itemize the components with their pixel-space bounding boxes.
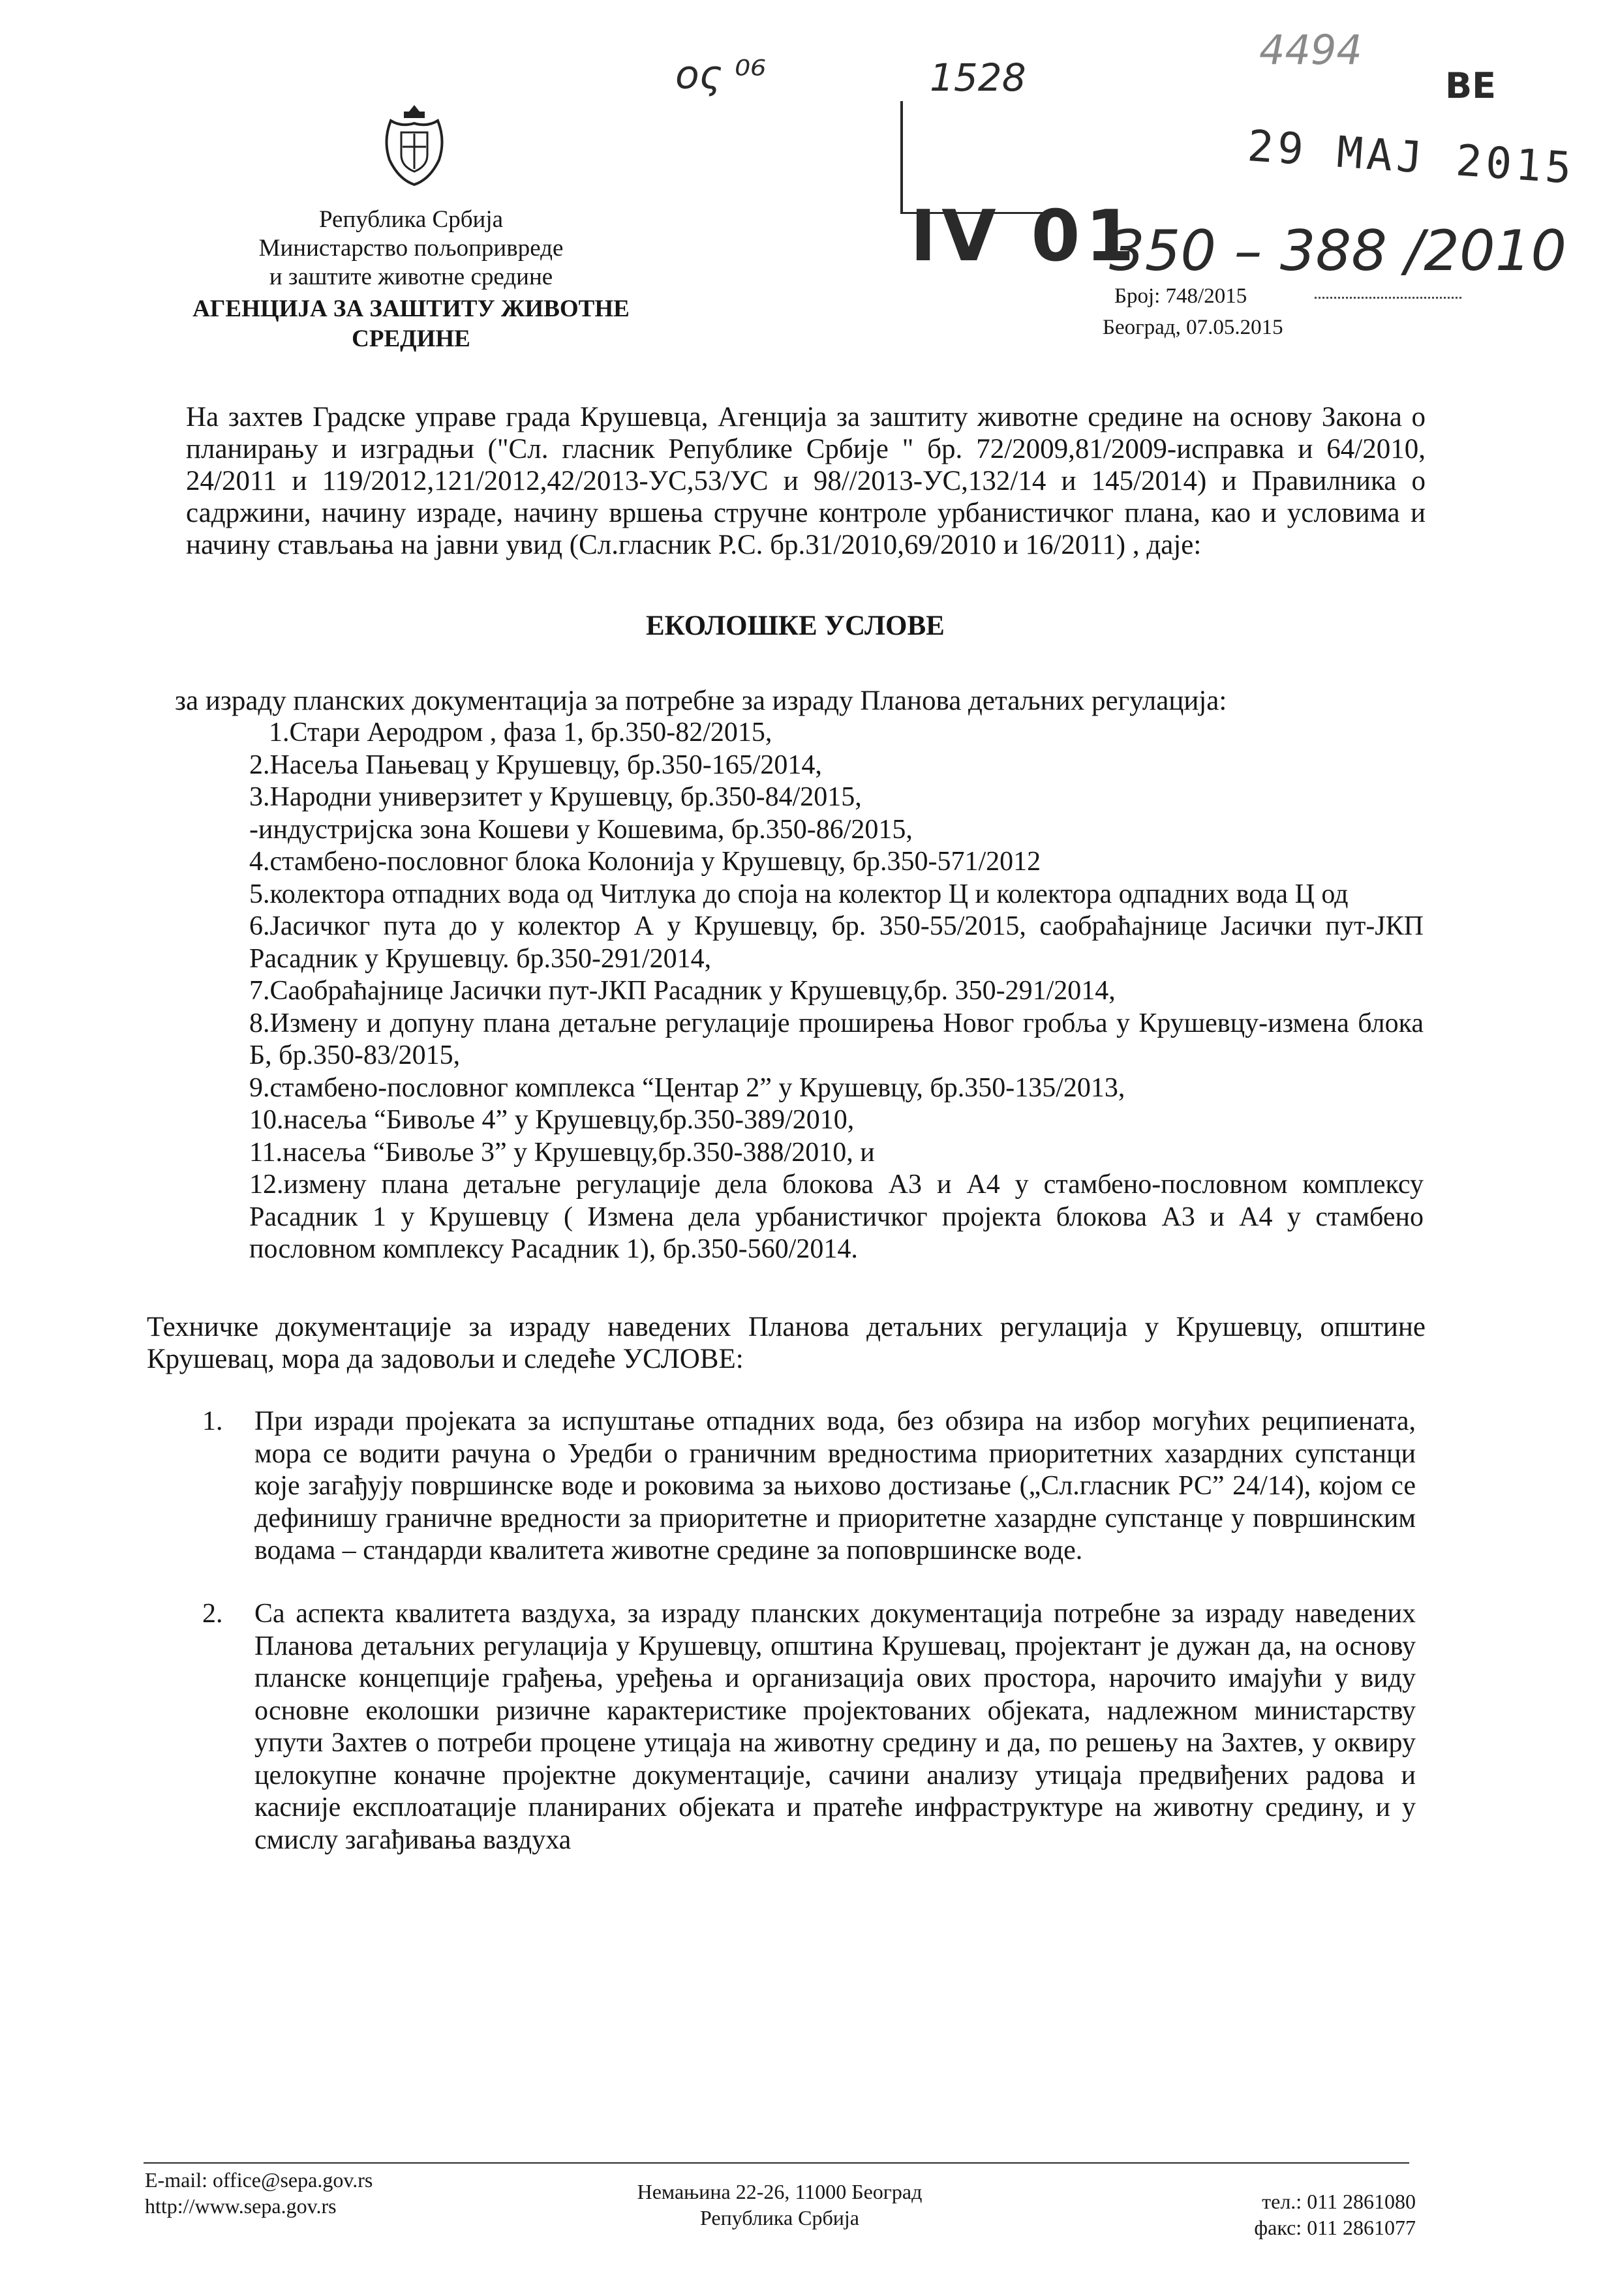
list-item: 11.насеља “Бивоље 3” у Крушевцу,бр.350-388/2010, и [249, 1137, 875, 1168]
document-title: ЕКОЛОШКЕ УСЛОВЕ [646, 611, 945, 641]
handwritten-number: 1528 [930, 55, 1026, 100]
list-item: 6.Јасичког пута до у колектор А у Крушевцу, бр. 350-55/2015, саобраћајнице Јасички пут-ЈКП Расадник у Крушевцу. бр.350-291/2014, [249, 911, 1424, 974]
handwritten-case-number: 350 – 388 /2010 [1109, 219, 1567, 284]
condition-text: Са аспекта квалитета ваздуха, за израду планских документација потребне за израду наведених Планова детаљних регулација у Крушевцу, општина Крушевац, пројектант је дужан да, на основу планске концепције грађења, уређења и организација ових простора, нарочито имајући у виду основне еколошки ризичне карактеристике пројектованих објеката, надлежном министарству упути Захтев о потреби процене утицаја на животну средину и да, по решењу на Захтев, у оквиру целокупне коначне пројектне документације, сачини анализу утицаја предвиђених радова и касније експлоатације планираних објеката и пратеће инфраструктуре на животну средину, и у смислу загађивања ваздуха [254, 1599, 1416, 1855]
document-place-date: Београд, 07.05.2015 [1103, 316, 1283, 339]
intro-paragraph: На захтев Градске управе града Крушевца, Агенција за заштиту животне средине на основу Закона о планирању и изградњи ("Сл. гласник Републике Србије " бр. 72/2009,81/2009-исправка и 64/2010, 24/2011 и 119/2012,121/2012,42/2013-УС,53/УС и 98//2013-УС,132/14 и 145/2014) и Правилника о садржини, начину израде, начину вршења стручне контроле урбанистичког плана, као и условима и начину стављања на јавни увид (Сл.гласник Р.С. бр.31/2010,69/2010 и 16/2011) , даје: [186, 402, 1426, 560]
handwritten-stamp-code: IV 01 [910, 196, 1140, 277]
technical-paragraph: Техничке документације за израду наведених Планова детаљних регулација у Крушевцу, општине Крушевац, мора да задовољи и следеће УСЛОВЕ: [147, 1312, 1426, 1374]
condition-item-2 [202, 1598, 1416, 1963]
document-number-block [1103, 280, 1283, 343]
handwritten-top-right: 4494 [1259, 26, 1362, 74]
header-ministry-line1: Министарство пољопривреде [258, 235, 564, 262]
footer-address [623, 2179, 936, 2231]
condition-number: 1. [202, 1406, 223, 1436]
header-ministry-line2: и заштите животне средине [269, 264, 553, 290]
footer-website[interactable]: http://www.sepa.gov.rs [145, 2194, 337, 2218]
handwritten-initials: ος ⁰⁶ [675, 52, 767, 98]
footer-street: Немањина 22-26, 11000 Београд [637, 2180, 923, 2203]
list-item: 4.стамбено-пословног блока Колонија у Крушевцу, бр.350-571/2012 [249, 847, 1041, 877]
list-item: 12.измену плана детаљне регулације дела блокова А3 и А4 у стамбено-пословном комплексу Расадник 1 у Крушевцу ( Измена дела урбанистичког пројекта блокова А3 и А4 у стамбено пословном комплексу Расадник 1), бр.350-560/2014. [249, 1170, 1424, 1264]
list-item: 1.Стари Аеродром , фаза 1, бр.350-82/2015, [269, 718, 772, 748]
footer-divider [144, 2162, 1409, 2164]
stamp-letters: ВЕ [1445, 65, 1497, 106]
plans-intro: за израду планских документација за потребне за израду Планова детаљних регулација: [175, 686, 1227, 716]
letterhead [163, 114, 659, 354]
list-item: 9.стамбено-пословног комплекса “Центар 2” у Крушевцу, бр.350-135/2013, [249, 1072, 1125, 1103]
footer-contact [145, 2167, 373, 2219]
condition-number: 2. [202, 1599, 223, 1629]
stamp-dotted-line [1315, 297, 1461, 299]
list-item: 10.насеља “Бивоље 4” у Крушевцу,бр.350-389/2010, [249, 1105, 855, 1135]
stamp-date: 29 МАЈ 2015 [1245, 121, 1577, 194]
list-item: 7.Саобраћајнице Јасички пут-ЈКП Расадник у Крушевцу,бр. 350-291/2014, [249, 976, 1116, 1006]
footer-phone: тел.: 011 2861080 [1262, 2190, 1416, 2213]
list-item: 8.Измену и допуну плана детаљне регулације проширења Новог гробља у Крушевцу-измена блока Б, бр.350-83/2015, [249, 1008, 1424, 1070]
condition-text: При изради пројеката за испуштање отпадних вода, без обзира на избор могућих реципиената, мора се водити рачуна о Уредби о граничним вредностима приоритетних хазардних супстанци које загађују површинске воде и роковима за њихово достизање („Сл.гласник РС” 24/14), којом се дефинишу граничне вредности за приоритетне и приоритетне хазардне супстанце у површинским водама – стандарди квалитета животне средине за поповршинске воде. [254, 1406, 1416, 1565]
document-number: Број: 748/2015 [1114, 284, 1247, 308]
header-country: Република Србија [318, 206, 504, 233]
footer-phones [1243, 2188, 1416, 2241]
list-item: -индустријска зона Кошеви у Кошевима, бр.350-86/2015, [249, 814, 913, 845]
list-item: 5.колектора отпадних вода од Читлука до споја на колектор Ц и колектора одпадних вода Ц од [249, 879, 1349, 909]
footer-fax: факс: 011 2861077 [1254, 2216, 1416, 2239]
footer-email[interactable]: E-mail: office@sepa.gov.rs [145, 2168, 373, 2192]
header-agency: АГЕНЦИЈА ЗА ЗАШТИТУ ЖИВОТНЕ СРЕДИНЕ [192, 295, 630, 352]
plans-list [249, 717, 1424, 1266]
list-item: 3.Народни универзитет у Крушевцу, бр.350-84/2015, [249, 782, 862, 812]
footer-country: Република Србија [700, 2206, 859, 2229]
list-item: 2.Насеља Пањевац у Крушевцу, бр.350-165/2014, [249, 749, 822, 780]
